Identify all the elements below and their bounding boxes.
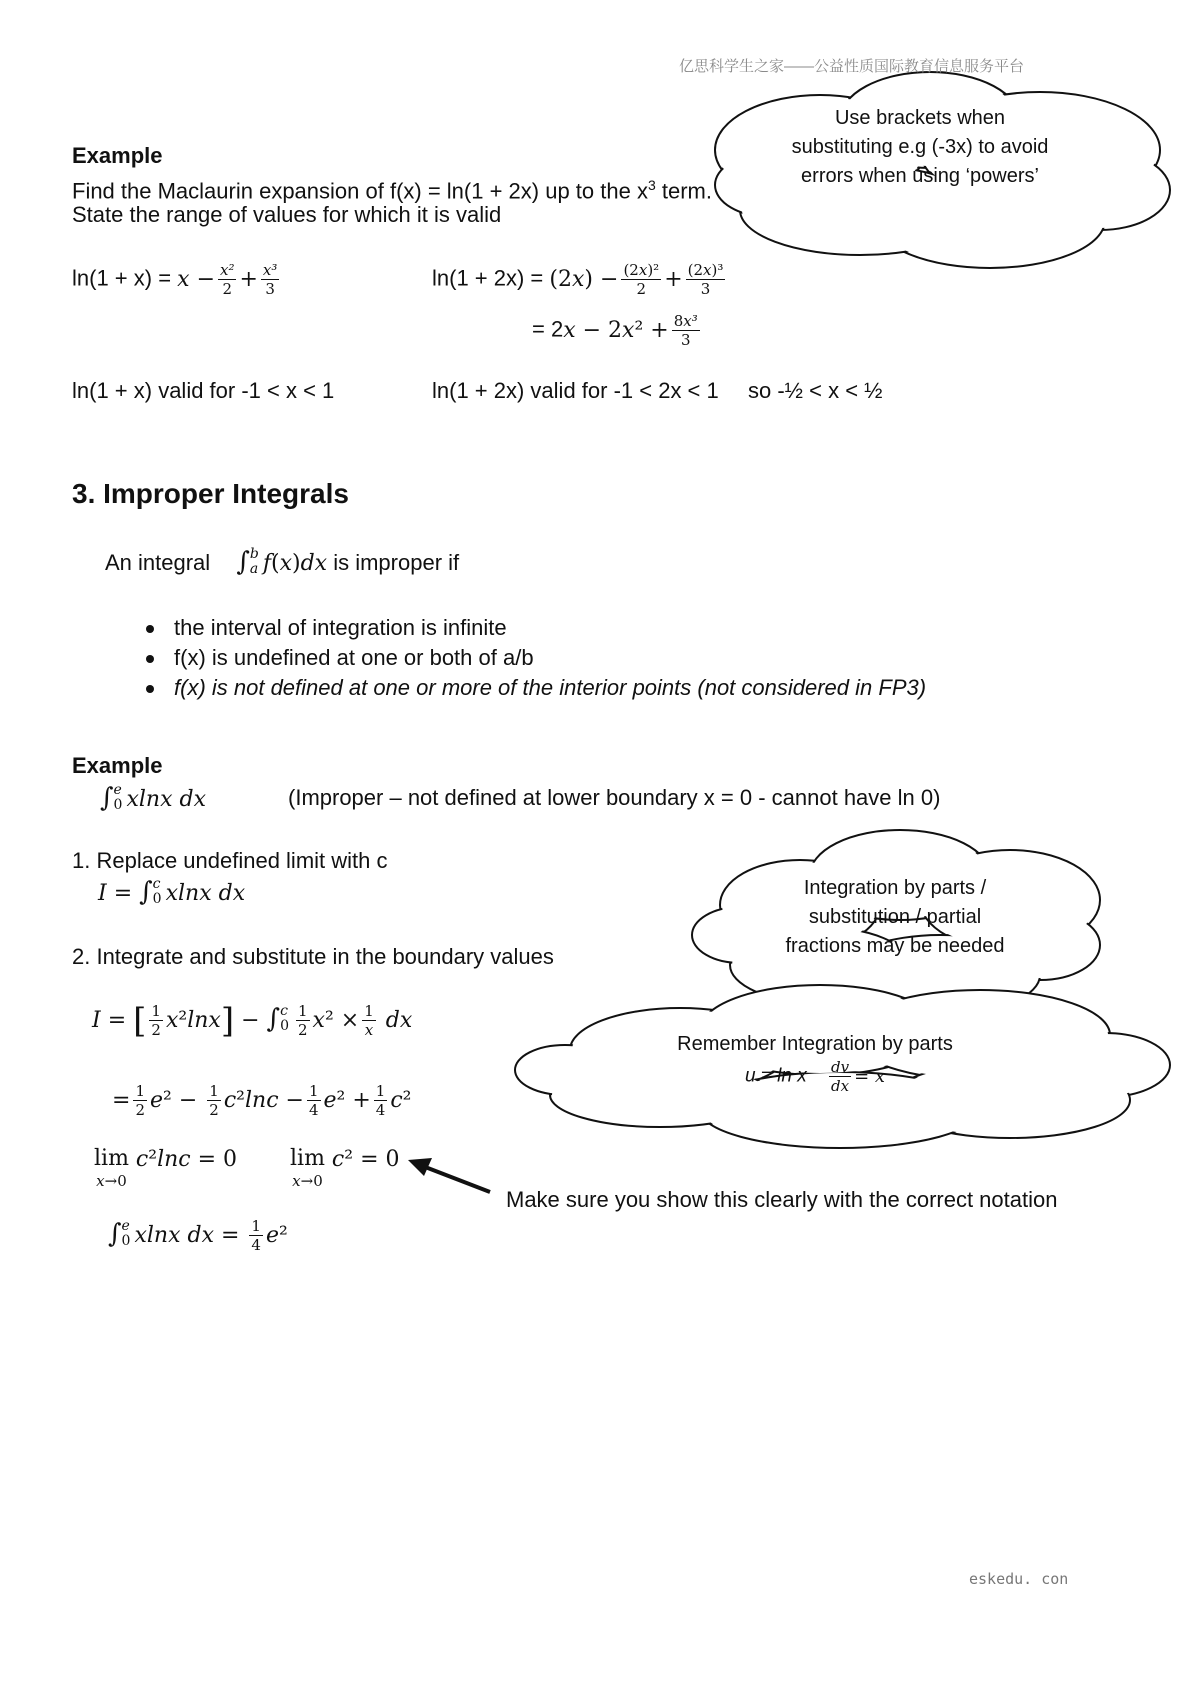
example1-heading: Example bbox=[72, 143, 163, 168]
header-watermark: 亿思科学生之家——公益性质国际教育信息服务平台 bbox=[679, 58, 1025, 75]
section-title: 3. Improper Integrals bbox=[72, 478, 349, 509]
example1-question-line2: State the range of values for which it is valid bbox=[72, 202, 502, 227]
example2-integral: ∫ e 0 xlnx dx bbox=[100, 782, 206, 813]
cloud2-line: fractions may be needed bbox=[785, 935, 1005, 957]
final-answer: ∫ e 0 xlnx dx = $\frac{1}{4}$ e² bbox=[108, 1217, 288, 1254]
cloud-note-integration bbox=[770, 874, 1020, 961]
bullet-item: f(x) is undefined at one or both of a/b bbox=[146, 644, 534, 672]
ln12x-simplified: = 2x − 2x² + $\frac{\text{8x³}}{3}$ bbox=[532, 312, 698, 349]
bullet-icon bbox=[146, 655, 154, 663]
bullet-item: the interval of integration is infinite bbox=[146, 614, 507, 642]
arrow-icon bbox=[408, 1158, 490, 1192]
valid-range-result: so -½ < x < ½ bbox=[748, 378, 883, 403]
arrow-note: Make sure you show this clearly with the correct notation bbox=[506, 1187, 1058, 1212]
step1-text: 1. Replace undefined limit with c bbox=[72, 848, 388, 873]
cloud1-line: errors when using ‘powers’ bbox=[801, 165, 1039, 187]
bullet-icon bbox=[146, 685, 154, 693]
cloud3-u-def: u = ln x bbox=[744, 1065, 807, 1087]
cloud-note-parts bbox=[650, 1030, 980, 1094]
bullet-item: f(x) is not defined at one or more of the interior points (not considered in FP3) bbox=[146, 674, 926, 702]
valid-range-ln12x: ln(1 + 2x) valid for -1 < 2x < 1 bbox=[432, 378, 719, 403]
step2-text: 2. Integrate and substitute in the boundary values bbox=[72, 944, 554, 969]
example2-heading: Example bbox=[72, 753, 163, 778]
ln1x-series: ln(1 + x) = x − $\frac{\text{x²}}{2}$ + $\frac{\text{x³}}{3}$ bbox=[72, 261, 278, 298]
limit-c2: lim x→0 c² = 0 bbox=[290, 1146, 400, 1190]
example2-note: (Improper – not defined at lower boundary x = 0 - cannot have ln 0) bbox=[288, 785, 941, 810]
improper-definition: An integral ∫ b a f(x)dx is improper if bbox=[105, 546, 460, 577]
valid-range-ln1x: ln(1 + x) valid for -1 < x < 1 bbox=[72, 378, 335, 403]
limit-c2lnc: lim x→0 c²lnc = 0 bbox=[94, 1146, 238, 1190]
cloud3-line1: Remember Integration by parts bbox=[677, 1033, 953, 1055]
cloud3-line2: u = ln x $\frac{dv}{dx}$ = x bbox=[744, 1058, 886, 1095]
substituted-values-line: = $\frac{1}{2}$ e² − $\frac{1}{2}$ c²lnc − $\frac{1}{4}$ e² + $\frac{1}{4}$ c² bbox=[112, 1082, 412, 1119]
ln12x-series: ln(1 + 2x) = (2x) − $\frac{\text{(2x)²}}{2}$ + $\frac{\text{(2x)³}}{3}$ bbox=[432, 261, 724, 298]
cloud1-line: substituting e.g (-3x) to avoid bbox=[791, 136, 1049, 158]
step1-integral: I = ∫ c 0 xlnx dx bbox=[98, 876, 246, 907]
bullet-icon bbox=[146, 625, 154, 633]
footer-site: eskedu. con bbox=[969, 1570, 1069, 1588]
cloud2-line: Integration by parts / bbox=[803, 877, 987, 899]
parts-integration-line: I = [ $\frac{1}{2}$ x²lnx] − ∫ c 0 $\frac{1}{2}$ x² × $\frac{1}{x}$ dx bbox=[92, 1000, 413, 1041]
cloud2-line: substitution / partial bbox=[808, 906, 982, 928]
cloud1-line: Use brackets when bbox=[834, 107, 1006, 129]
cloud-note-brackets bbox=[770, 104, 1070, 191]
example1-question-line1: Find the Maclaurin expansion of f(x) = ln(1 + 2x) up to the $x^3$ term. bbox=[72, 177, 712, 204]
